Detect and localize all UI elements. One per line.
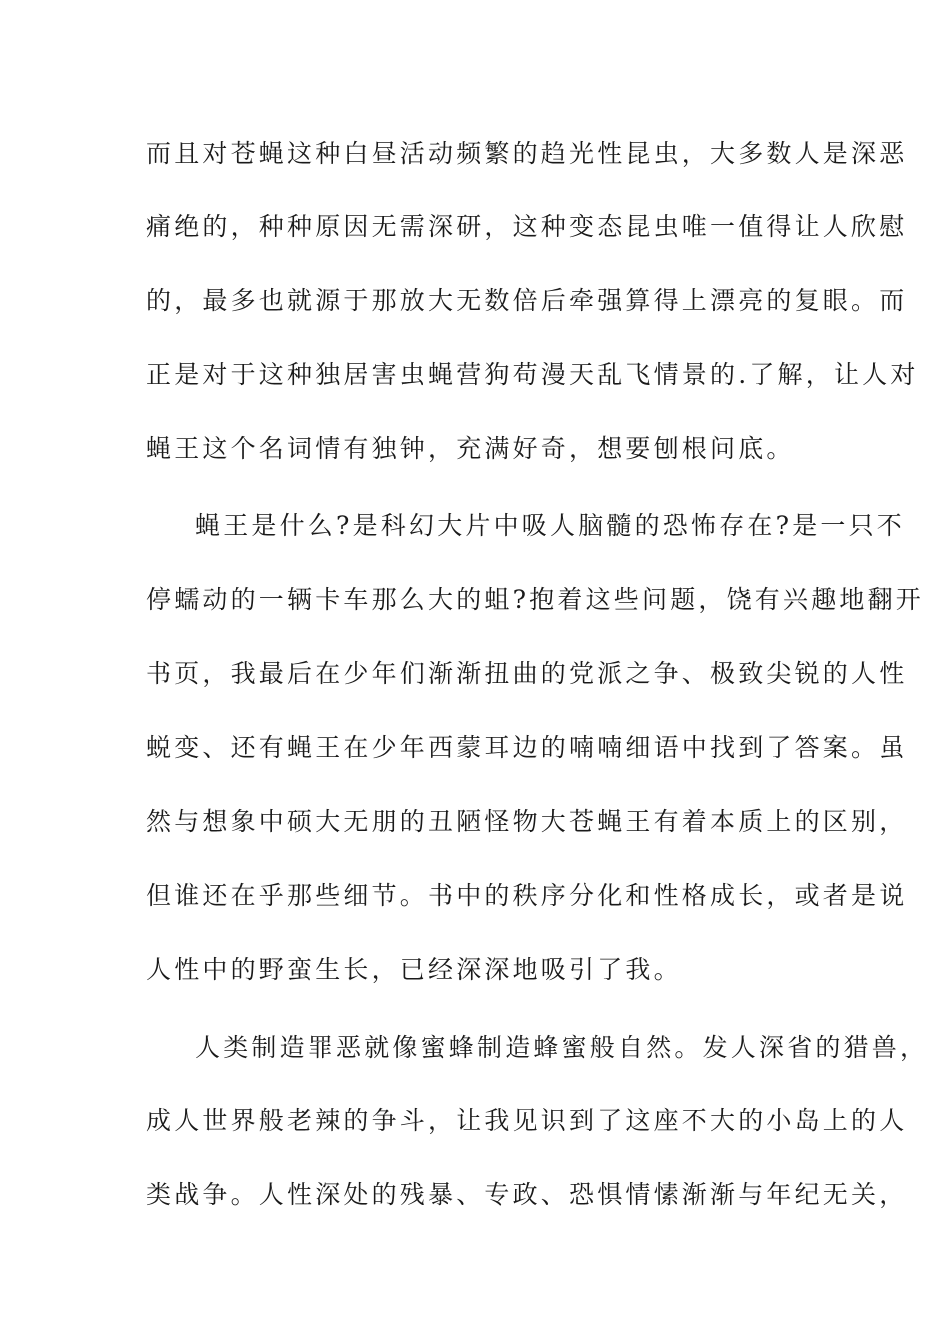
text-line: 痛绝的，种种原因无需深研，这种变态昆虫唯一值得让人欣慰 <box>146 212 908 241</box>
text-line: 蜕变、还有蝇王在少年西蒙耳边的喃喃细语中找到了答案。虽 <box>146 733 908 762</box>
text-line: 然与想象中硕大无朋的丑陋怪物大苍蝇王有着本质上的区别， <box>146 807 908 836</box>
text-line: 而且对苍蝇这种白昼活动频繁的趋光性昆虫，大多数人是深恶 <box>146 139 908 168</box>
paragraph-first-line: 蝇王是什么?是科幻大片中吸人脑髓的恐怖存在?是一只不 <box>195 511 906 540</box>
paragraph-first-line: 人类制造罪恶就像蜜蜂制造蜂蜜般自然。发人深省的猎兽， <box>195 1033 929 1062</box>
text-line: 停蠕动的一辆卡车那么大的蛆?抱着这些问题，饶有兴趣地翻开 <box>146 585 925 614</box>
text-line: 的，最多也就源于那放大无数倍后牵强算得上漂亮的复眼。而 <box>146 286 908 315</box>
text-line: 书页，我最后在少年们渐渐扭曲的党派之争、极致尖锐的人性 <box>146 659 908 688</box>
text-line: 类战争。人性深处的残暴、专政、恐惧情愫渐渐与年纪无关， <box>146 1180 908 1209</box>
text-line: 蝇王这个名词情有独钟，充满好奇，想要刨根问底。 <box>146 434 795 463</box>
text-line: 成人世界般老辣的争斗，让我见识到了这座不大的小岛上的人 <box>146 1106 908 1135</box>
text-line: 但谁还在乎那些细节。书中的秩序分化和性格成长，或者是说 <box>146 881 908 910</box>
text-line: 正是对于这种独居害虫蝇营狗苟漫天乱飞情景的.了解，让人对 <box>146 360 919 389</box>
text-line: 人性中的野蛮生长，已经深深地吸引了我。 <box>146 955 682 984</box>
